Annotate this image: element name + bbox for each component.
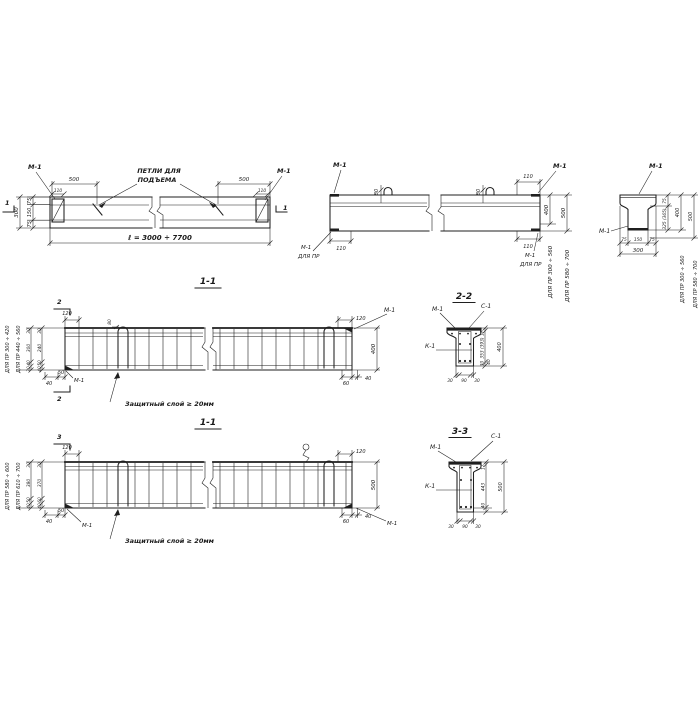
dim-120-left: 120	[62, 311, 72, 317]
bottom-dims	[448, 512, 481, 530]
tee-bottom-plate	[628, 228, 648, 230]
dim-120-left: 120	[62, 445, 72, 451]
dim-60-bottom-right: 60	[342, 519, 350, 525]
dim-500: 500	[498, 482, 504, 492]
view-title: 3-3	[451, 427, 469, 437]
range2-dim: 40	[38, 503, 43, 509]
dim-150: 150	[27, 207, 33, 218]
dim-120-right: 120	[356, 316, 366, 322]
lifting-loops	[118, 461, 334, 506]
range1-dim: 40	[27, 360, 32, 366]
marker-2-bottom: 2	[57, 395, 62, 403]
cover-layer-note: Защитный слой ≥ 20мм	[125, 537, 214, 545]
tee-outline	[620, 195, 656, 230]
dim-110-bottom-left: 110	[336, 246, 346, 252]
range1-dim: 300	[27, 343, 32, 353]
loops-label-line2: ПОДЪЕМА	[137, 176, 177, 184]
dim-40: 40	[487, 359, 492, 365]
dim-353-393: 353 (393)	[480, 337, 486, 359]
range2-label: ДЛЯ ПР 610 ÷ 700	[16, 462, 22, 510]
right-dims	[352, 326, 380, 373]
dim-30b: 30	[475, 525, 481, 530]
dim-40-bottom-right: 40	[365, 514, 372, 520]
plan-section-markers	[3, 199, 288, 212]
k1-label: К-1	[425, 343, 436, 350]
m1-label: М-1	[387, 521, 398, 527]
dim-80-left: 80	[374, 188, 380, 196]
dim-400: 400	[544, 204, 550, 216]
dim-150: 150	[633, 238, 643, 243]
m1-label: М-1	[430, 444, 442, 451]
dim-110-top-right: 110	[523, 174, 533, 180]
section-1-1-bottom	[5, 418, 397, 545]
m1-label: М-1	[432, 306, 444, 313]
range-label-outer: ДЛЯ ПР 580 ÷ 700	[565, 249, 571, 302]
m1-label: М-1	[301, 245, 312, 251]
dim-75-top: 75	[27, 197, 33, 205]
loop-detail	[303, 444, 309, 462]
dim-90: 90	[461, 379, 467, 384]
dim-50-bottom-left: 50	[57, 508, 65, 514]
range1-dim: 30	[27, 366, 32, 372]
dim-40-bottom-left: 40	[45, 519, 53, 525]
range2-dim: 240	[38, 343, 43, 353]
dim-110-left: 110	[53, 189, 63, 194]
range2-dim: 30	[38, 328, 43, 334]
dim-400: 400	[371, 343, 377, 355]
bottom-dims	[43, 508, 398, 529]
dim-500-right: 500	[238, 177, 250, 183]
tee-section-outline	[449, 462, 481, 512]
dim-40-bottom-left: 40	[45, 381, 53, 387]
m1-label: М-1	[277, 167, 291, 175]
range1-dim: 30	[27, 462, 32, 468]
section-3-3	[425, 427, 508, 530]
elevation-outline-right	[441, 195, 540, 231]
m1-top-plate	[449, 462, 481, 465]
m1-label: М-1	[384, 307, 396, 314]
plan-beam-outline-left	[50, 197, 152, 228]
dim-30: 30	[480, 360, 486, 367]
range1-label: ДЛЯ ПР 580 ÷ 600	[5, 462, 11, 510]
break-lines	[202, 462, 216, 508]
section-marker-1-right: 1	[283, 204, 288, 212]
m1-label: М-1	[553, 162, 567, 170]
elevation-110-dims	[328, 174, 543, 252]
view-title: 2-2	[455, 292, 473, 302]
dim-17: 17	[481, 464, 487, 470]
plan-loops-callout	[99, 167, 216, 208]
range2-dim: 30	[38, 462, 43, 468]
section-marker-1-left: 1	[5, 199, 10, 207]
m1-top-plate	[447, 328, 481, 331]
range1-dim: 50	[27, 497, 32, 503]
dim-500-left: 500	[68, 177, 80, 183]
m1-label: М-1	[525, 253, 536, 259]
elevation-corner-callouts	[297, 232, 542, 268]
dim-30b: 30	[474, 379, 480, 384]
cover-layer-callout	[110, 372, 215, 408]
dim-500: 500	[688, 211, 694, 222]
right-dims	[352, 460, 380, 511]
loops-label-line1: ПЕТЛИ ДЛЯ	[137, 167, 181, 175]
view-title: 1-1	[199, 418, 217, 428]
break-lines	[202, 328, 216, 370]
left-range-dims	[5, 460, 65, 512]
c1-label: С-1	[481, 303, 492, 310]
bottom-dims	[447, 366, 480, 384]
tee-bottom-dims	[618, 206, 659, 257]
dim-30a: 30	[447, 379, 453, 384]
cover-layer-note: Защитный слой ≥ 20мм	[125, 400, 214, 408]
stirrup	[459, 332, 472, 364]
m1-label: М-1	[74, 378, 85, 384]
bottom-dims	[43, 370, 372, 387]
dim-30a: 30	[448, 525, 454, 530]
section-1-1-top	[5, 277, 395, 408]
tee-m1-callouts	[599, 162, 663, 235]
top-dims	[62, 445, 365, 462]
right-dims	[474, 460, 509, 515]
m1-label: М-1	[82, 523, 93, 529]
dim-60-bottom-right: 60	[342, 381, 350, 387]
dim-75-left: 75	[621, 238, 627, 243]
range2-dim: 60	[38, 497, 43, 503]
c1-label: С-1	[491, 433, 502, 440]
elevation-slab-lines	[330, 203, 540, 207]
dim-110-bottom-right: 110	[523, 244, 533, 250]
dim-90: 90	[462, 525, 468, 530]
dim-300: 300	[632, 248, 644, 254]
dim-443: 443	[481, 482, 487, 492]
dim-flange-75: 75	[663, 198, 668, 204]
for-pr-label: ДЛЯ ПР	[520, 262, 542, 268]
dim-80-right: 80	[476, 188, 482, 196]
stirrup	[460, 466, 472, 510]
m1-label: М-1	[599, 228, 611, 235]
m1-label: М-1	[333, 161, 347, 169]
longitudinal-bars	[65, 333, 352, 366]
range-label-inner: ДЛЯ ПР 300 ÷ 560	[680, 255, 686, 303]
range2-dim: 370	[38, 478, 43, 488]
elevation-loop-dims	[374, 185, 486, 203]
range2-dim: 50	[38, 360, 43, 366]
plan-beam-outline-right	[160, 197, 270, 228]
range-label-inner: ДЛЯ ПР 300 ÷ 560	[548, 245, 554, 298]
section-2-2	[425, 292, 507, 384]
tee-height-dims	[648, 193, 699, 310]
dim-75-right: 75	[649, 238, 655, 243]
dim-400: 400	[497, 342, 503, 352]
range1-dim: 30	[27, 328, 32, 334]
dim-40: 40	[481, 502, 487, 509]
range1-dim: 380	[27, 478, 32, 488]
dim-17: 17	[480, 330, 486, 336]
dim-50-bottom-left: 50	[57, 370, 65, 376]
m1-corner-plates	[65, 328, 352, 370]
elevation-height-dims	[540, 193, 572, 304]
dim-40-bottom-right: 40	[365, 376, 372, 382]
range1-label: ДЛЯ ПР 300 ÷ 420	[5, 325, 11, 373]
longitudinal-bars	[65, 467, 352, 504]
plan-dimensions	[14, 177, 273, 246]
dim-300-overall: 300	[14, 207, 20, 218]
elevation-break-lines	[426, 195, 444, 231]
dim-80-loop: 80	[108, 319, 113, 325]
m1-label: М-1	[28, 163, 42, 171]
dim-75-bottom: 75	[27, 221, 33, 228]
dim-500: 500	[371, 479, 377, 491]
dim-400: 400	[675, 207, 681, 218]
k1-label: К-1	[425, 483, 436, 490]
dim-beam-length: ℓ = 3000 ÷ 7700	[128, 234, 192, 242]
dim-500: 500	[561, 207, 567, 219]
m1-corner-plates	[65, 504, 352, 509]
elevation-view	[297, 161, 572, 303]
top-dims	[62, 307, 395, 329]
plan-view	[3, 163, 291, 246]
range1-dim: 40	[27, 503, 32, 509]
tee-section-view	[599, 162, 699, 309]
range2-dim: 40	[38, 366, 43, 372]
left-range-dims	[5, 325, 65, 374]
dim-120-right: 120	[356, 449, 366, 455]
elevation-outline-left	[330, 195, 429, 231]
marker-3-top: 3	[57, 433, 62, 441]
range-label-outer: ДЛЯ ПР 580 ÷ 700	[693, 260, 699, 308]
plan-break-lines	[149, 197, 163, 228]
for-pr-label: ДЛЯ ПР	[298, 254, 320, 260]
view-title: 1-1	[199, 277, 217, 287]
m1-label: М-1	[649, 162, 663, 170]
right-dims	[474, 326, 508, 369]
elevation-m1-plates	[330, 194, 540, 231]
dim-stem-325: 325 (365)	[663, 208, 668, 230]
dim-110-right: 110	[257, 189, 267, 194]
cover-layer-callout	[110, 509, 215, 545]
marker-2-top: 2	[57, 298, 62, 306]
range2-label: ДЛЯ ПР 440 ÷ 560	[16, 325, 22, 373]
